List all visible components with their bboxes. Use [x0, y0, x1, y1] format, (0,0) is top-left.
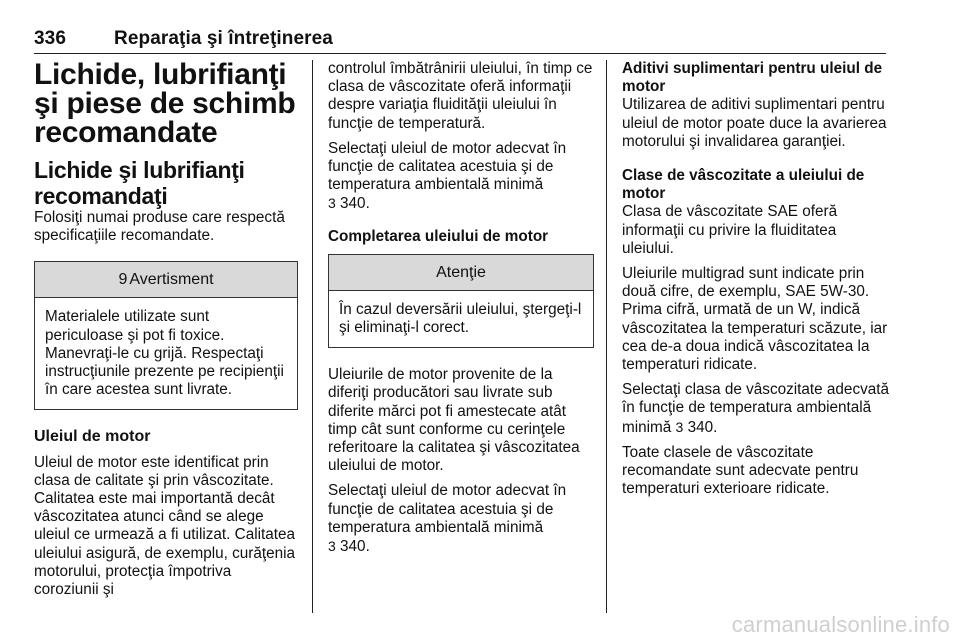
warning-box	[34, 261, 298, 410]
column-1	[34, 60, 298, 599]
all-classes-paragraph: Toate clasele de vâscozitate recomandate sunt adecvate pentru temperaturi exterioare ridicate.	[622, 443, 859, 498]
viscosity-paragraph: Clasa de vâscozitate SAE oferă informaţii cu privire la fluiditatea uleiului.	[622, 203, 838, 257]
select-oil-text-2: Selectaţi uleiul de motor adecvat în funcţie de calitatea acestuia şi de temperatura ambientală minimă	[328, 482, 567, 536]
watermark: carmanualsonline.info	[731, 612, 950, 637]
mix-oil-paragraph: Uleiurile de motor provenite de la diferiţi producători sau livrate sub diferite mărci pot fi amestecate atât timp cât sunt conforme cu cerinţele referitoare la calitatea şi vâscozitatea uleiului de motor.	[328, 366, 580, 475]
page-number: 336	[34, 28, 67, 49]
oil-paragraph: Uleiul de motor este identificat prin clasa de calitate şi prin vâscozitate. Calitatea este mai importantă decât vâscozitatea atunci când se alege uleiul ce urmează a fi utilizat. Calitatea uleiului asigură, de exemplu, curăţenia motorului, protecţia împotriva coroziunii şi	[34, 453, 296, 599]
multigrade-paragraph: Uleiurile multigrad sunt indicate prin două cifre, de exemplu, SAE 5W-30. Prima cifră, urmată de un W, indică vâscozitatea la temperaturi scăzute, iar cea de-a doua indică vâscozitatea la temperaturi ridicate.	[622, 265, 888, 374]
page-ref-2: 340.	[340, 538, 370, 556]
header-rule	[34, 53, 886, 54]
select-oil-paragraph-2	[328, 482, 594, 556]
section-title: Lichide, lubrifianţi şi piese de schimb recomandate	[34, 58, 296, 149]
select-oil-text: Selectaţi uleiul de motor adecvat în funcţie de calitatea acestuia şi de temperatura ambientală minimă	[328, 139, 567, 194]
column-3	[622, 60, 892, 498]
page-ref: 340.	[340, 195, 370, 213]
fill-oil-heading: Completarea uleiului de motor	[328, 227, 549, 245]
caution-box	[328, 254, 594, 348]
intro-paragraph: Folosiţi numai produse care respectă specificaţiile recomandate.	[34, 209, 285, 245]
page-ref-3: 340.	[687, 418, 718, 436]
subsection-title: Lichide şi lubrifianţi recomandaţi	[34, 157, 245, 209]
warning-heading: Avertisment	[129, 271, 214, 289]
oil-heading: Uleiul de motor	[34, 428, 151, 446]
chapter-title: Reparaţia şi întreţinerea	[114, 28, 333, 49]
warning-icon: 9	[118, 271, 128, 289]
column-divider-2	[606, 60, 607, 613]
additives-heading: Aditivi suplimentari pentru uleiul de motor	[622, 60, 883, 96]
warning-header	[35, 262, 297, 298]
select-oil-paragraph	[328, 140, 594, 214]
caution-heading: Atenţie	[329, 255, 593, 291]
additives-paragraph: Utilizarea de aditivi suplimentari pentru uleiul de motor poate duce la avarierea motorului şi invalidarea garanţiei.	[622, 96, 887, 150]
viscosity-heading: Clase de vâscozitate a uleiului de motor	[622, 167, 865, 203]
column-2	[328, 60, 594, 556]
page-ref-icon: 3	[328, 538, 336, 555]
continued-paragraph: controlul îmbătrânirii uleiului, în timp ce clasa de vâscozitate oferă informaţii despre variaţia fluidităţii uleiului în funcţie de temperatură.	[328, 60, 593, 132]
warning-text: Materialele utilizate sunt periculoase şi pot fi toxice. Manevraţi-le cu grijă. Respectaţi instrucţiunile prezente pe recipienţii în care acestea sunt livrate.	[45, 308, 284, 399]
page-ref-icon: 3	[675, 418, 684, 435]
page-ref-icon: 3	[328, 195, 336, 212]
select-class-text: Selectaţi clasa de vâscozitate adecvată în funcţie de temperatura ambientală minimă	[622, 381, 890, 436]
column-divider-1	[312, 60, 313, 613]
select-class-paragraph	[622, 381, 892, 437]
caution-text: În cazul deversării uleiului, ştergeţi-l şi eliminaţi-l corect.	[339, 300, 582, 337]
